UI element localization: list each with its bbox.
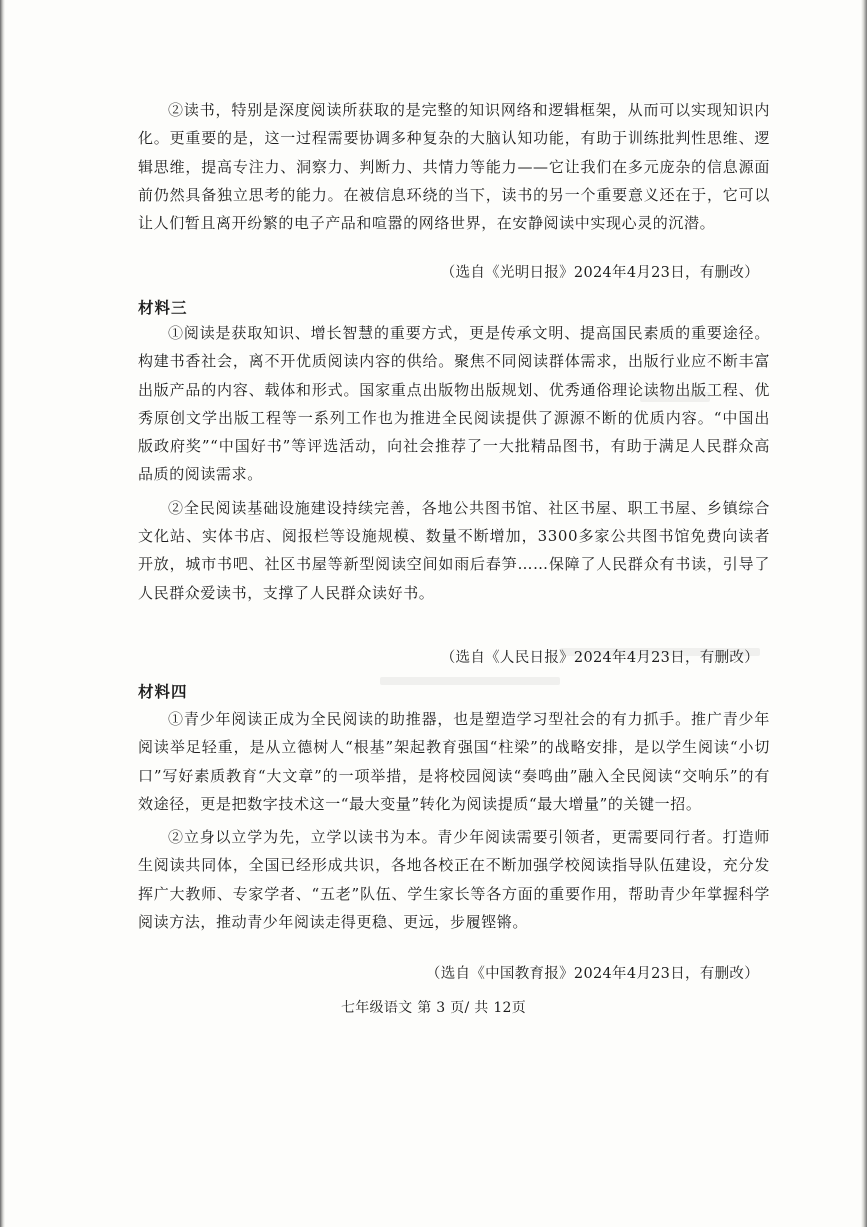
material4-heading: 材料四 xyxy=(138,683,188,701)
material4-source: （选自《中国教育报》2024年4月23日，有删改） xyxy=(425,966,759,982)
bleed-through-mark xyxy=(380,677,560,685)
scan-edge-right xyxy=(861,0,867,1227)
material3-paragraph-2: ②全民阅读基础设施建设持续完善，各地公共图书馆、社区书屋、职工书屋、乡镇综合文化站、实体书店、阅报栏等设施规模、数量不断增加，3300多家公共图书馆免费向读者开放，城市书吧、社区书屋等新型阅读空间如雨后春笋……保障了人民群众有书读，引导了人民群众爱读书，支撑了人民群众读好书。 xyxy=(138,498,770,602)
material3-paragraph-1: ①阅读是获取知识、增长智慧的重要方式，更是传承文明、提高国民素质的重要途径。构建书香社会，离不开优质阅读内容的供给。聚焦不同阅读群体需求，出版行业应不断丰富出版产品的内容、载体和形式。国家重点出版物出版规划、优秀通俗理论读物出版工程、优秀原创文学出版工程等一系列工作也为推进全民阅读提供了源源不断的优质内容。“中国出版政府奖”“中国好书”等评选活动，向社会推荐了一大批精品图书，有助于满足人民群众高品质的阅读需求。 xyxy=(138,324,770,484)
scan-edge-left xyxy=(0,0,5,1227)
material4-paragraph-2: ②立身以立学为先，立学以读书为本。青少年阅读需要引领者，更需要同行者。打造师生阅读共同体，全国已经形成共识，各地各校正在不断加强学校阅读指导队伍建设，充分发挥广大教师、专家学者、“五老”队伍、学生家长等各方面的重要作用，帮助青少年掌握科学阅读方法，推动青少年阅读走得更稳、更远，步履铿锵。 xyxy=(138,828,770,932)
material4-paragraph-1: ①青少年阅读正成为全民阅读的助推器，也是塑造学习型社会的有力抓手。推广青少年阅读举足轻重，是从立德树人“根基”架起教育强国“柱梁”的战略安排，是以学生阅读“小切口”写好素质教育“大文章”的一项举措，是将校园阅读“奏鸣曲”融入全民阅读“交响乐”的有效途径，更是把数字技术这一“最大变量”转化为阅读提质“最大增量”的关键一招。 xyxy=(138,710,770,813)
material3-section xyxy=(138,319,770,607)
material4-section xyxy=(138,705,770,936)
material2-section xyxy=(138,96,770,237)
material3-heading: 材料三 xyxy=(138,299,188,317)
material2-source: （选自《光明日报》2024年4月23日，有删改） xyxy=(440,265,759,281)
material2-paragraph-2: ②读书，特别是深度阅读所获取的是完整的知识网络和逻辑框架，从而可以实现知识内化。更重要的是，这一过程需要协调多种复杂的大脑认知功能，有助于训练批判性思维、逻辑思维，提高专注力、洞察力、判断力、共情力等能力——它让我们在多元庞杂的信息源面前仍然具备独立思考的能力。在被信息环绕的当下，读书的另一个重要意义还在于，它可以让人们暂且离开纷繁的电子产品和喧嚣的网络世界，在安静阅读中实现心灵的沉潜。 xyxy=(138,101,770,233)
page-footer: 七年级语文 第 3 页/ 共 12页 xyxy=(340,1000,527,1016)
material3-source: （选自《人民日报》2024年4月23日，有删改） xyxy=(440,650,759,666)
